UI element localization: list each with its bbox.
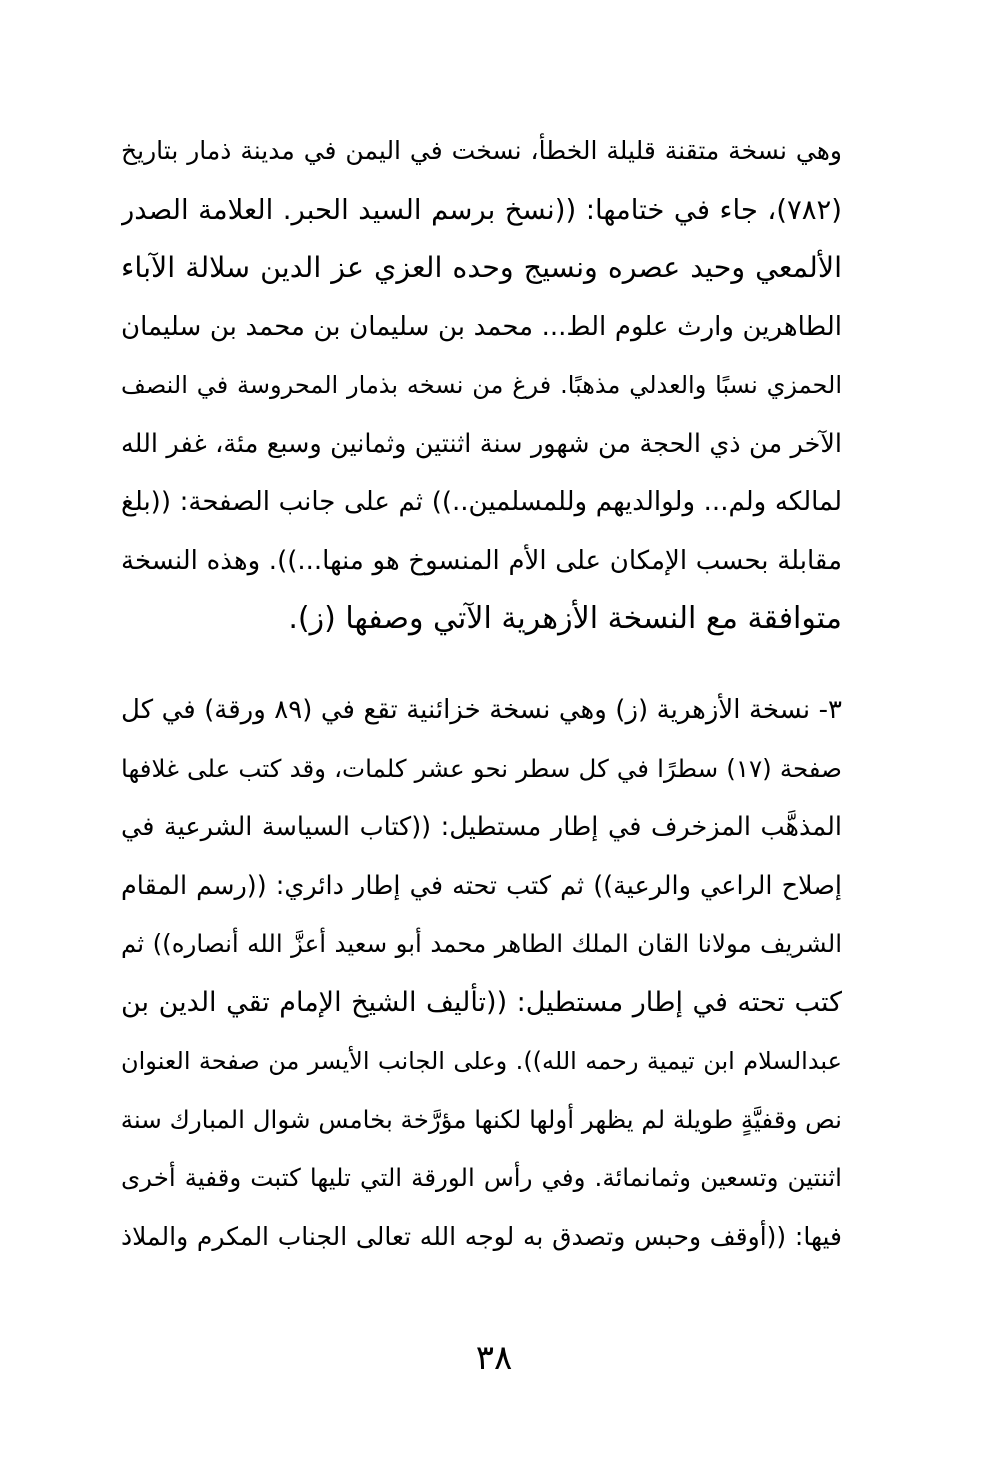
text-line: كتب تحته في إطار مستطيل: ((تأليف الشيخ الإمام تقي الدين بن	[121, 986, 842, 1018]
text-line: الطاهرين وارث علوم الط... محمد بن سليمان بن محمد بن سليمان	[121, 311, 842, 342]
page-number: ٣٨	[475, 1338, 513, 1378]
text-line: متوافقة مع النسخة الأزهرية الآتي وصفها (ز).	[288, 601, 842, 636]
text-line: عبدالسلام ابن تيمية رحمه الله)). وعلى الجانب الأيسر من صفحة العنوان	[121, 1047, 842, 1075]
text-line: مقابلة بحسب الإمكان على الأم المنسوخ هو منها...)). وهذه النسخة	[121, 545, 842, 576]
text-line: اثنتين وتسعين وثمانمائة. وفي رأس الورقة التي تليها كتبت وقفية أخرى	[121, 1163, 842, 1192]
text-line: إصلاح الراعي والرعية)) ثم كتب تحته في إطار دائري: ((رسم المقام	[121, 870, 842, 901]
paragraph-azhar-manuscript	[121, 681, 842, 1266]
text-line: (٧٨٢)، جاء في ختامها: ((نسخ برسم السيد الحبر. العلامة الصدر	[121, 193, 842, 226]
text-line: الآخر من ذي الحجة من شهور سنة اثنتين وثمانين وسبع مئة، غفر الله	[121, 428, 842, 459]
text-line: وهي نسخة متقنة قليلة الخطأ، نسخت في اليمن في مدينة ذمار بتاريخ	[121, 136, 842, 165]
text-line: ٣- نسخة الأزهرية (ز) وهي نسخة خزائنية تقع في (٨٩ ورقة) في كل	[121, 695, 842, 725]
text-line: الحمزي نسبًا والعدلي مذهبًا. فرغ من نسخه بذمار المحروسة في النصف	[121, 371, 842, 399]
text-line: لمالكه ولم... ولوالديهم وللمسلمين..)) ثم على جانب الصفحة: ((بلغ	[121, 487, 842, 517]
text-line: الألمعي وحيد عصره ونسيج وحده العزي عز الدين سلالة الآباء	[121, 251, 842, 284]
text-line: الشريف مولانا القان الملك الطاهر محمد أبو سعيد أعزَّ الله أنصاره)) ثم	[121, 929, 842, 958]
paragraph-manuscript-description	[121, 122, 842, 649]
text-line: نص وقفيَّةٍ طويلة لم يظهر أولها لكنها مؤرَّخة بخامس شوال المبارك سنة	[121, 1104, 842, 1134]
text-line: المذهَّب المزخرف في إطار مستطيل: ((كتاب السياسة الشرعية في	[121, 812, 842, 842]
text-line: صفحة (١٧) سطرًا في كل سطر نحو عشر كلمات، وقد كتب على غلافها	[121, 753, 842, 783]
text-line: فيها: ((أوقف وحبس وتصدق به لوجه الله تعالى الجناب المكرم والملاذ	[121, 1221, 842, 1251]
